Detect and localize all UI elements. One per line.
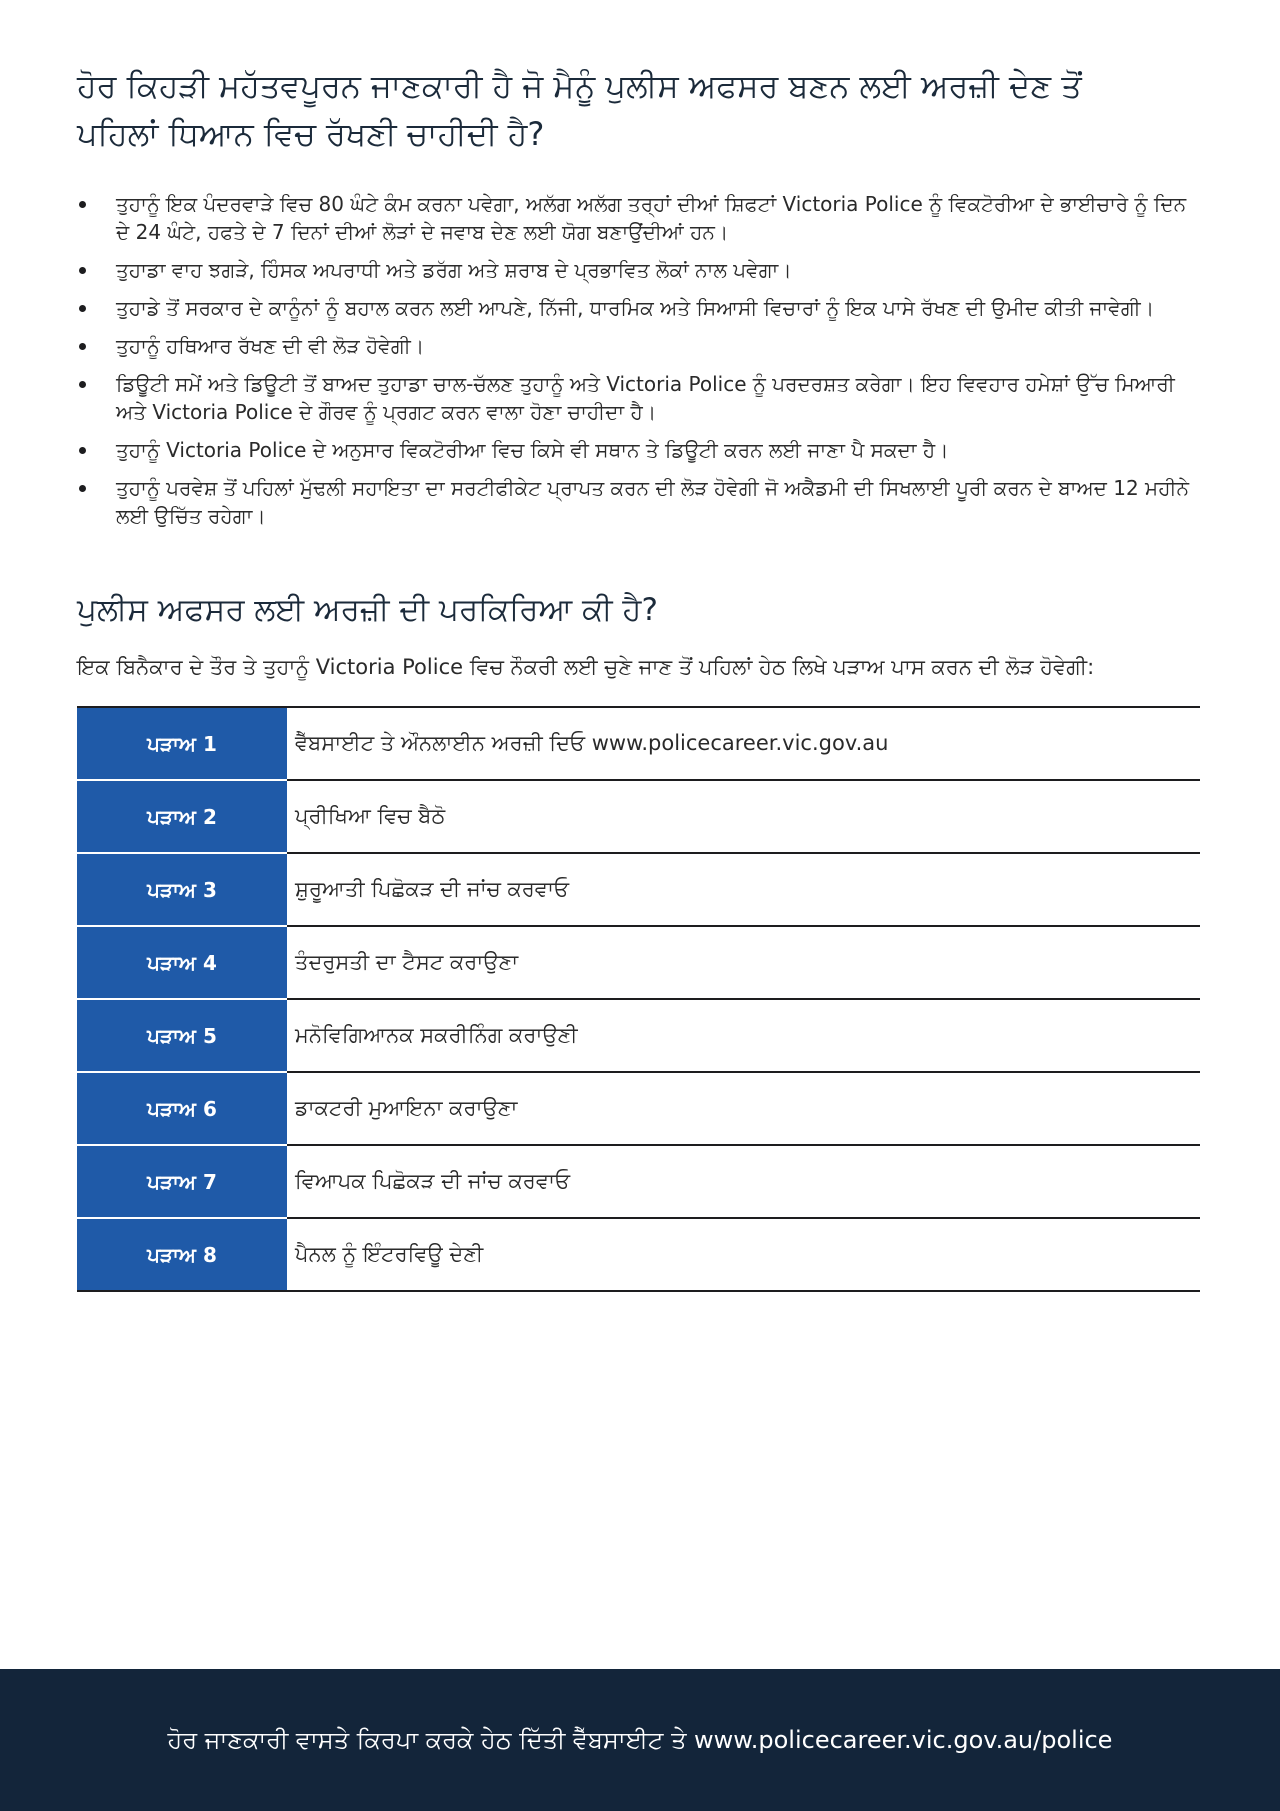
step-description: ਵਿਆਪਕ ਪਿਛੋਕੜ ਦੀ ਜਾਂਚ ਕਰਵਾਓ	[287, 1145, 1200, 1218]
bullet-text: ਤੁਹਾਡਾ ਵਾਹ ਝਗੜੇ, ਹਿੰਸਕ ਅਪਰਾਧੀ ਅਤੇ ਡਰੱਗ ਅਤੇ ਸ਼ਰਾਬ ਦੇ ਪ੍ਰਭਾਵਿਤ ਲੋਕਾਂ ਨਾਲ ਪਵੇਗਾ।	[116, 258, 792, 282]
step-description: ਸ਼ੁਰੂਆਤੀ ਪਿਛੋਕੜ ਦੀ ਜਾਂਚ ਕਰਵਾਓ	[287, 853, 1200, 926]
table-row	[77, 1072, 1200, 1145]
step-label: ਪੜਾਅ 6	[77, 1072, 287, 1145]
bullet-item	[77, 294, 1202, 322]
table-row	[77, 853, 1200, 926]
table-row	[77, 780, 1200, 853]
page-title: ਹੋਰ ਕਿਹੜੀ ਮਹੱਤਵਪੂਰਨ ਜਾਣਕਾਰੀ ਹੈ ਜੋ ਮੈਨੂੰ ਪੁਲੀਸ ਅਫਸਰ ਬਣਨ ਲਈ ਅਰਜ਼ੀ ਦੇਣ ਤੋਂ ਪਹਿਲਾਂ ਧਿਆਨ ਵਿਚ ਰੱਖਣੀ ਚਾਹੀਦੀ ਹੈ?	[77, 67, 1082, 153]
table-row	[77, 707, 1200, 780]
step-description: ਡਾਕਟਰੀ ਮੁਆਇਨਾ ਕਰਾਉਣਾ	[287, 1072, 1200, 1145]
bullet-text: ਤੁਹਾਨੂੰ ਪਰਵੇਸ਼ ਤੋਂ ਪਹਿਲਾਂ ਮੁੱਢਲੀ ਸਹਾਇਤਾ ਦਾ ਸਰਟੀਫੀਕੇਟ ਪ੍ਰਾਪਤ ਕਰਨ ਦੀ ਲੋੜ ਹੋਵੇਗੀ ਜੋ ਅਕੈਡਮੀ ਦੀ ਸਿਖਲਾਈ ਪੂਰੀ ਕਰਨ ਦੇ ਬਾਅਦ 12 ਮਹੀਨੇ ਲਈ ਉਚਿੱਤ ਰਹੇਗਾ।	[116, 476, 1190, 528]
bullet-item	[77, 190, 1202, 246]
step-description: ਪੈਨਲ ਨੂੰ ਇੰਟਰਵਿਊ ਦੇਣੀ	[287, 1218, 1200, 1291]
bullet-item	[77, 436, 1202, 464]
step-label: ਪੜਾਅ 1	[77, 707, 287, 780]
bullet-text: ਤੁਹਾਨੂੰ Victoria Police ਦੇ ਅਨੁਸਾਰ ਵਿਕਟੋਰੀਆ ਵਿਚ ਕਿਸੇ ਵੀ ਸਥਾਨ ਤੇ ਡਿਊਟੀ ਕਰਨ ਲਈ ਜਾਣਾ ਪੈ ਸਕਦਾ ਹੈ।	[116, 438, 949, 462]
step-label: ਪੜਾਅ 7	[77, 1145, 287, 1218]
process-intro: ਇਕ ਬਿਨੈਕਾਰ ਦੇ ਤੌਰ ਤੇ ਤੁਹਾਨੂੰ Victoria Police ਵਿਚ ਨੌਕਰੀ ਲਈ ਚੁਣੇ ਜਾਣ ਤੋਂ ਪਹਿਲਾਂ ਹੇਠ ਲਿਖੇ ਪੜਾਅ ਪਾਸ ਕਰਨ ਦੀ ਲੋੜ ਹੋਵੇਗੀ:	[77, 655, 1095, 679]
bullet-icon	[79, 305, 86, 312]
bullet-icon	[79, 447, 86, 454]
step-description: ਤੰਦਰੁਸਤੀ ਦਾ ਟੈਸਟ ਕਰਾਉਣਾ	[287, 926, 1200, 999]
step-label: ਪੜਾਅ 5	[77, 999, 287, 1072]
page-content	[77, 62, 1202, 1292]
bullet-item	[77, 332, 1202, 360]
bullet-icon	[79, 485, 86, 492]
steps-table	[77, 706, 1200, 1292]
bullet-text: ਤੁਹਾਨੂੰ ਹਥਿਆਰ ਰੱਖਣ ਦੀ ਵੀ ਲੋੜ ਹੋਵੇਗੀ।	[116, 334, 425, 358]
bullet-text: ਤੁਹਾਨੂੰ ਇਕ ਪੰਦਰਵਾੜੇ ਵਿਚ 80 ਘੰਟੇ ਕੰਮ ਕਰਨਾ ਪਵੇਗਾ, ਅਲੱਗ ਅਲੱਗ ਤਰ੍ਹਾਂ ਦੀਆਂ ਸ਼ਿਫਟਾਂ Victoria Police ਨੂੰ ਵਿਕਟੋਰੀਆ ਦੇ ਭਾਈਚਾਰੇ ਨੂੰ ਦਿਨ ਦੇ 24 ਘੰਟੇ, ਹਫਤੇ ਦੇ 7 ਦਿਨਾਂ ਦੀਆਂ ਲੋੜਾਂ ਦੇ ਜਵਾਬ ਦੇਣ ਲਈ ਯੋਗ ਬਣਾਉਂਦੀਆਂ ਹਨ।	[116, 192, 1187, 244]
bullet-item	[77, 474, 1202, 530]
table-row	[77, 926, 1200, 999]
footer-banner	[0, 1669, 1280, 1811]
step-description: ਪ੍ਰੀਖਿਆ ਵਿਚ ਬੈਠੋ	[287, 780, 1200, 853]
process-heading: ਪੁਲੀਸ ਅਫਸਰ ਲਈ ਅਰਜ਼ੀ ਦੀ ਪਰਕਿਰਿਆ ਕੀ ਹੈ?	[77, 592, 658, 628]
bullet-item	[77, 256, 1202, 284]
step-description: ਵੈੱਬਸਾਈਟ ਤੇ ਔਨਲਾਈਨ ਅਰਜ਼ੀ ਦਿਓ www.policecareer.vic.gov.au	[287, 707, 1200, 780]
step-label: ਪੜਾਅ 2	[77, 780, 287, 853]
bullet-icon	[79, 381, 86, 388]
bullet-text: ਤੁਹਾਡੇ ਤੋਂ ਸਰਕਾਰ ਦੇ ਕਾਨੂੰਨਾਂ ਨੂੰ ਬਹਾਲ ਕਰਨ ਲਈ ਆਪਣੇ, ਨਿੱਜੀ, ਧਾਰਮਿਕ ਅਤੇ ਸਿਆਸੀ ਵਿਚਾਰਾਂ ਨੂੰ ਇਕ ਪਾਸੇ ਰੱਖਣ ਦੀ ਉਮੀਦ ਕੀਤੀ ਜਾਵੇਗੀ।	[116, 296, 1155, 320]
step-label: ਪੜਾਅ 3	[77, 853, 287, 926]
step-description: ਮਨੋਵਿਗਿਆਨਕ ਸਕਰੀਨਿੰਗ ਕਰਾਉਣੀ	[287, 999, 1200, 1072]
table-row	[77, 1145, 1200, 1218]
table-row	[77, 999, 1200, 1072]
table-row	[77, 1218, 1200, 1291]
step-label: ਪੜਾਅ 4	[77, 926, 287, 999]
footer-text: ਹੋਰ ਜਾਣਕਾਰੀ ਵਾਸਤੇ ਕਿਰਪਾ ਕਰਕੇ ਹੇਠ ਦਿੱਤੀ ਵੈੱਬਸਾਈਟ ਤੇ www.policecareer.vic.gov.au/police	[167, 1726, 1113, 1754]
bullet-item	[77, 370, 1202, 426]
bullet-icon	[79, 201, 86, 208]
bullet-icon	[79, 343, 86, 350]
bullet-text: ਡਿਊਟੀ ਸਮੇਂ ਅਤੇ ਡਿਊਟੀ ਤੋਂ ਬਾਅਦ ਤੁਹਾਡਾ ਚਾਲ-ਚੱਲਣ ਤੁਹਾਨੂੰ ਅਤੇ Victoria Police ਨੂੰ ਪਰਦਰਸ਼ਤ ਕਰੇਗਾ। ਇਹ ਵਿਵਹਾਰ ਹਮੇਸ਼ਾਂ ਉੱਚ ਮਿਆਰੀ ਅਤੇ Victoria Police ਦੇ ਗੌਰਵ ਨੂੰ ਪ੍ਰਗਟ ਕਰਨ ਵਾਲਾ ਹੋਣਾ ਚਾਹੀਦਾ ਹੈ।	[116, 372, 1175, 424]
step-label: ਪੜਾਅ 8	[77, 1218, 287, 1291]
info-bullet-list	[77, 190, 1202, 530]
bullet-icon	[79, 267, 86, 274]
